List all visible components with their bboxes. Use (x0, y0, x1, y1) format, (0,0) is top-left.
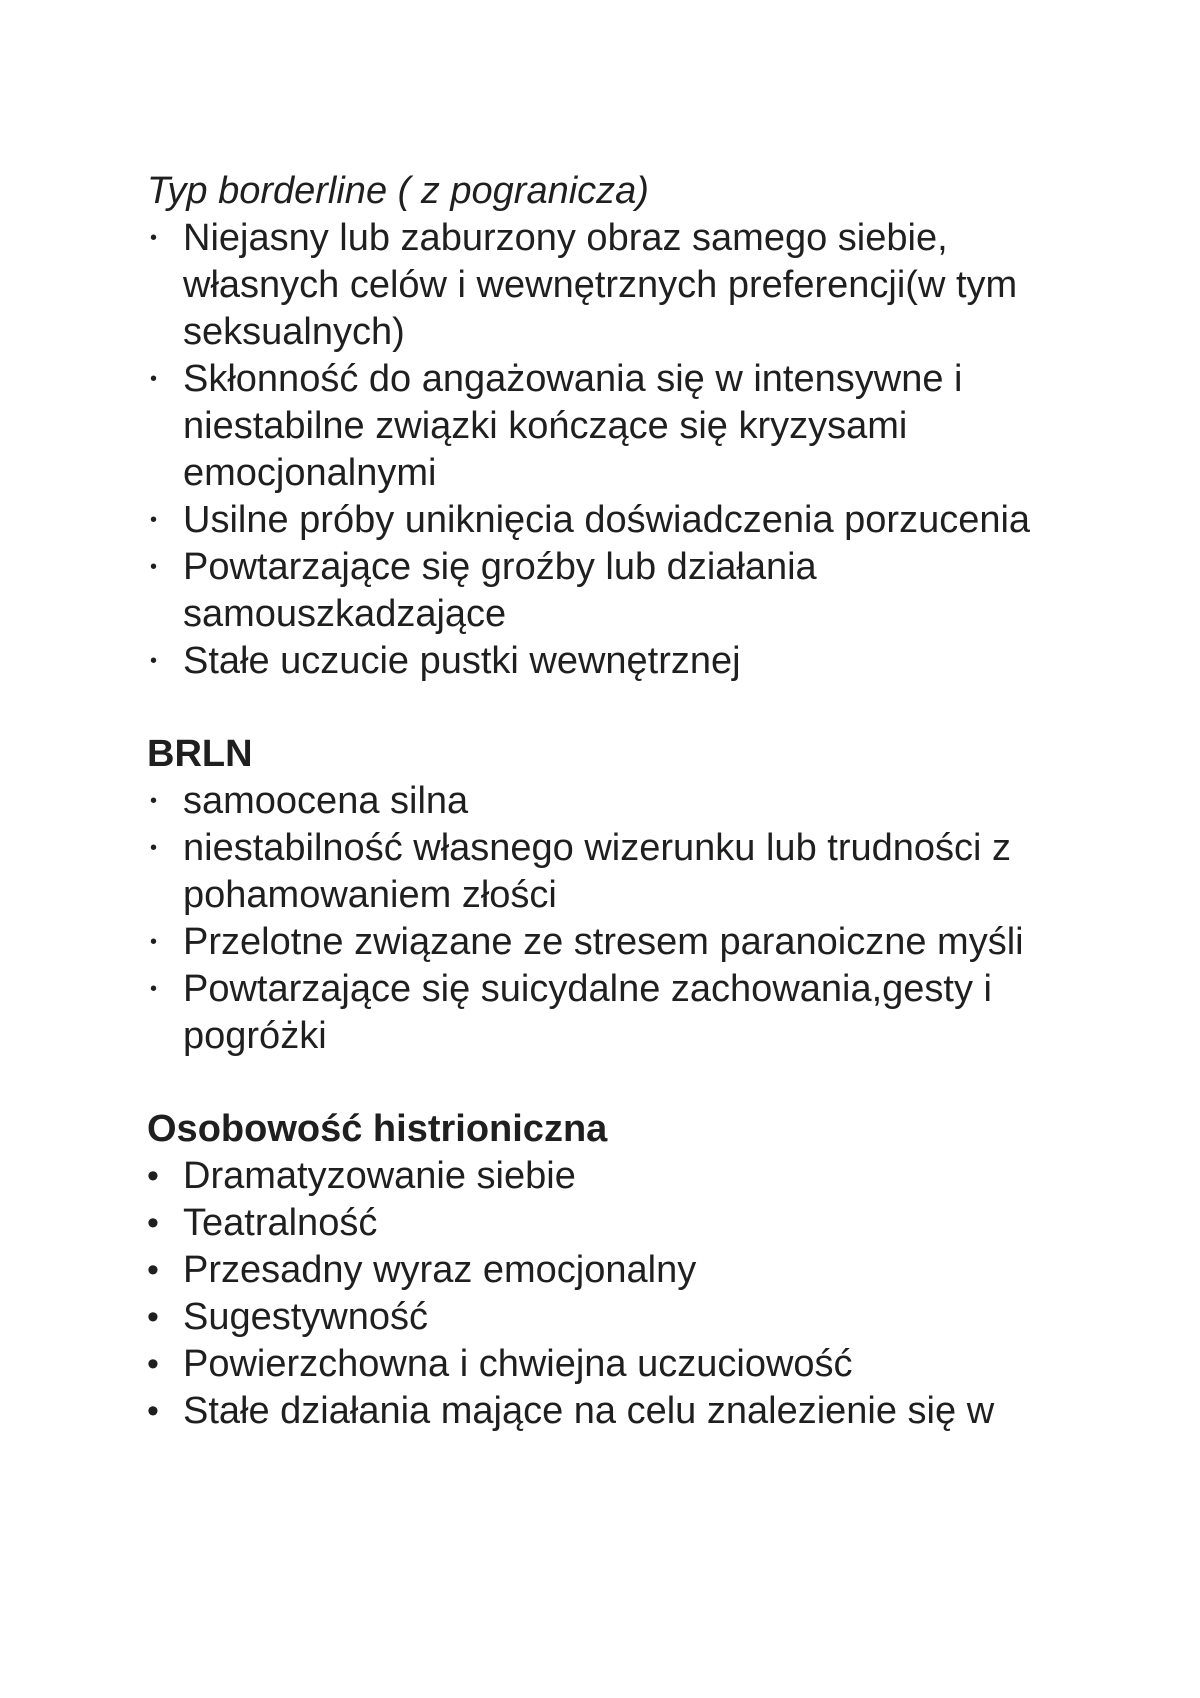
bullet-icon: • (147, 1251, 159, 1289)
section-histrionic (147, 1106, 1077, 1435)
bullet-icon: • (150, 556, 158, 578)
list-item (147, 1200, 1077, 1247)
list-item (147, 638, 1077, 685)
section-heading: Osobowość histrioniczna (147, 1108, 608, 1150)
bullet-icon: • (150, 650, 158, 672)
section-borderline (147, 168, 1077, 685)
bullet-icon: • (147, 1157, 159, 1195)
list-item-text: Stałe działania mające na celu znalezienie się w (183, 1390, 995, 1432)
bullet-icon: • (150, 837, 158, 859)
list-item-text: Dramatyzowanie siebie (183, 1155, 576, 1197)
list-item (147, 1153, 1077, 1200)
bullet-icon: • (150, 368, 158, 390)
section-heading: BRLN (147, 733, 253, 775)
list-item-text: Przesadny wyraz emocjonalny (183, 1249, 697, 1291)
list-item-text: Skłonność do angażowania się w intensywne i niestabilne związki kończące się kryzysami emocjonalnymi (183, 358, 963, 494)
list-item-text: Teatralność (183, 1202, 378, 1244)
list-item (147, 825, 1077, 919)
list-item (147, 215, 1077, 356)
list-item (147, 1247, 1077, 1294)
bullet-icon: • (150, 227, 158, 249)
list-item (147, 778, 1077, 825)
bullet-list (147, 1153, 1077, 1435)
list-item-text: Sugestywność (183, 1296, 429, 1338)
list-item (147, 1341, 1077, 1388)
list-item (147, 1388, 1077, 1435)
bullet-icon: • (150, 790, 158, 812)
section-brln (147, 731, 1077, 1060)
list-item (147, 544, 1077, 638)
list-item (147, 356, 1077, 497)
list-item (147, 919, 1077, 966)
list-item (147, 497, 1077, 544)
list-item-text: Usilne próby uniknięcia doświadczenia porzucenia (183, 499, 1031, 541)
list-item-text: Przelotne związane ze stresem paranoiczne myśli (183, 921, 1024, 963)
list-item-text: Stałe uczucie pustki wewnętrznej (183, 640, 741, 682)
bullet-icon: • (147, 1392, 159, 1430)
bullet-icon: • (147, 1204, 159, 1242)
list-item-text: Powierzchowna i chwiejna uczuciowość (183, 1343, 853, 1385)
bullet-icon: • (150, 978, 158, 1000)
list-item-text: Powtarzające się suicydalne zachowania,gesty i pogróżki (183, 968, 992, 1057)
section-heading: Typ borderline ( z pogranicza) (147, 170, 649, 212)
list-item-text: niestabilność własnego wizerunku lub trudności z pohamowaniem złości (183, 827, 1012, 916)
bullet-icon: • (147, 1298, 159, 1336)
bullet-list (147, 778, 1077, 1060)
list-item-text: Niejasny lub zaburzony obraz samego siebie, własnych celów i wewnętrznych preferencji(w tym seksualnych) (183, 217, 1018, 353)
document-page (147, 168, 1077, 1435)
list-item (147, 1294, 1077, 1341)
bullet-list (147, 215, 1077, 685)
bullet-icon: • (147, 1345, 159, 1383)
list-item (147, 966, 1077, 1060)
bullet-icon: • (150, 931, 158, 953)
bullet-icon: • (150, 509, 158, 531)
list-item-text: Powtarzające się groźby lub działania samouszkadzające (183, 546, 817, 635)
list-item-text: samoocena silna (183, 780, 469, 822)
